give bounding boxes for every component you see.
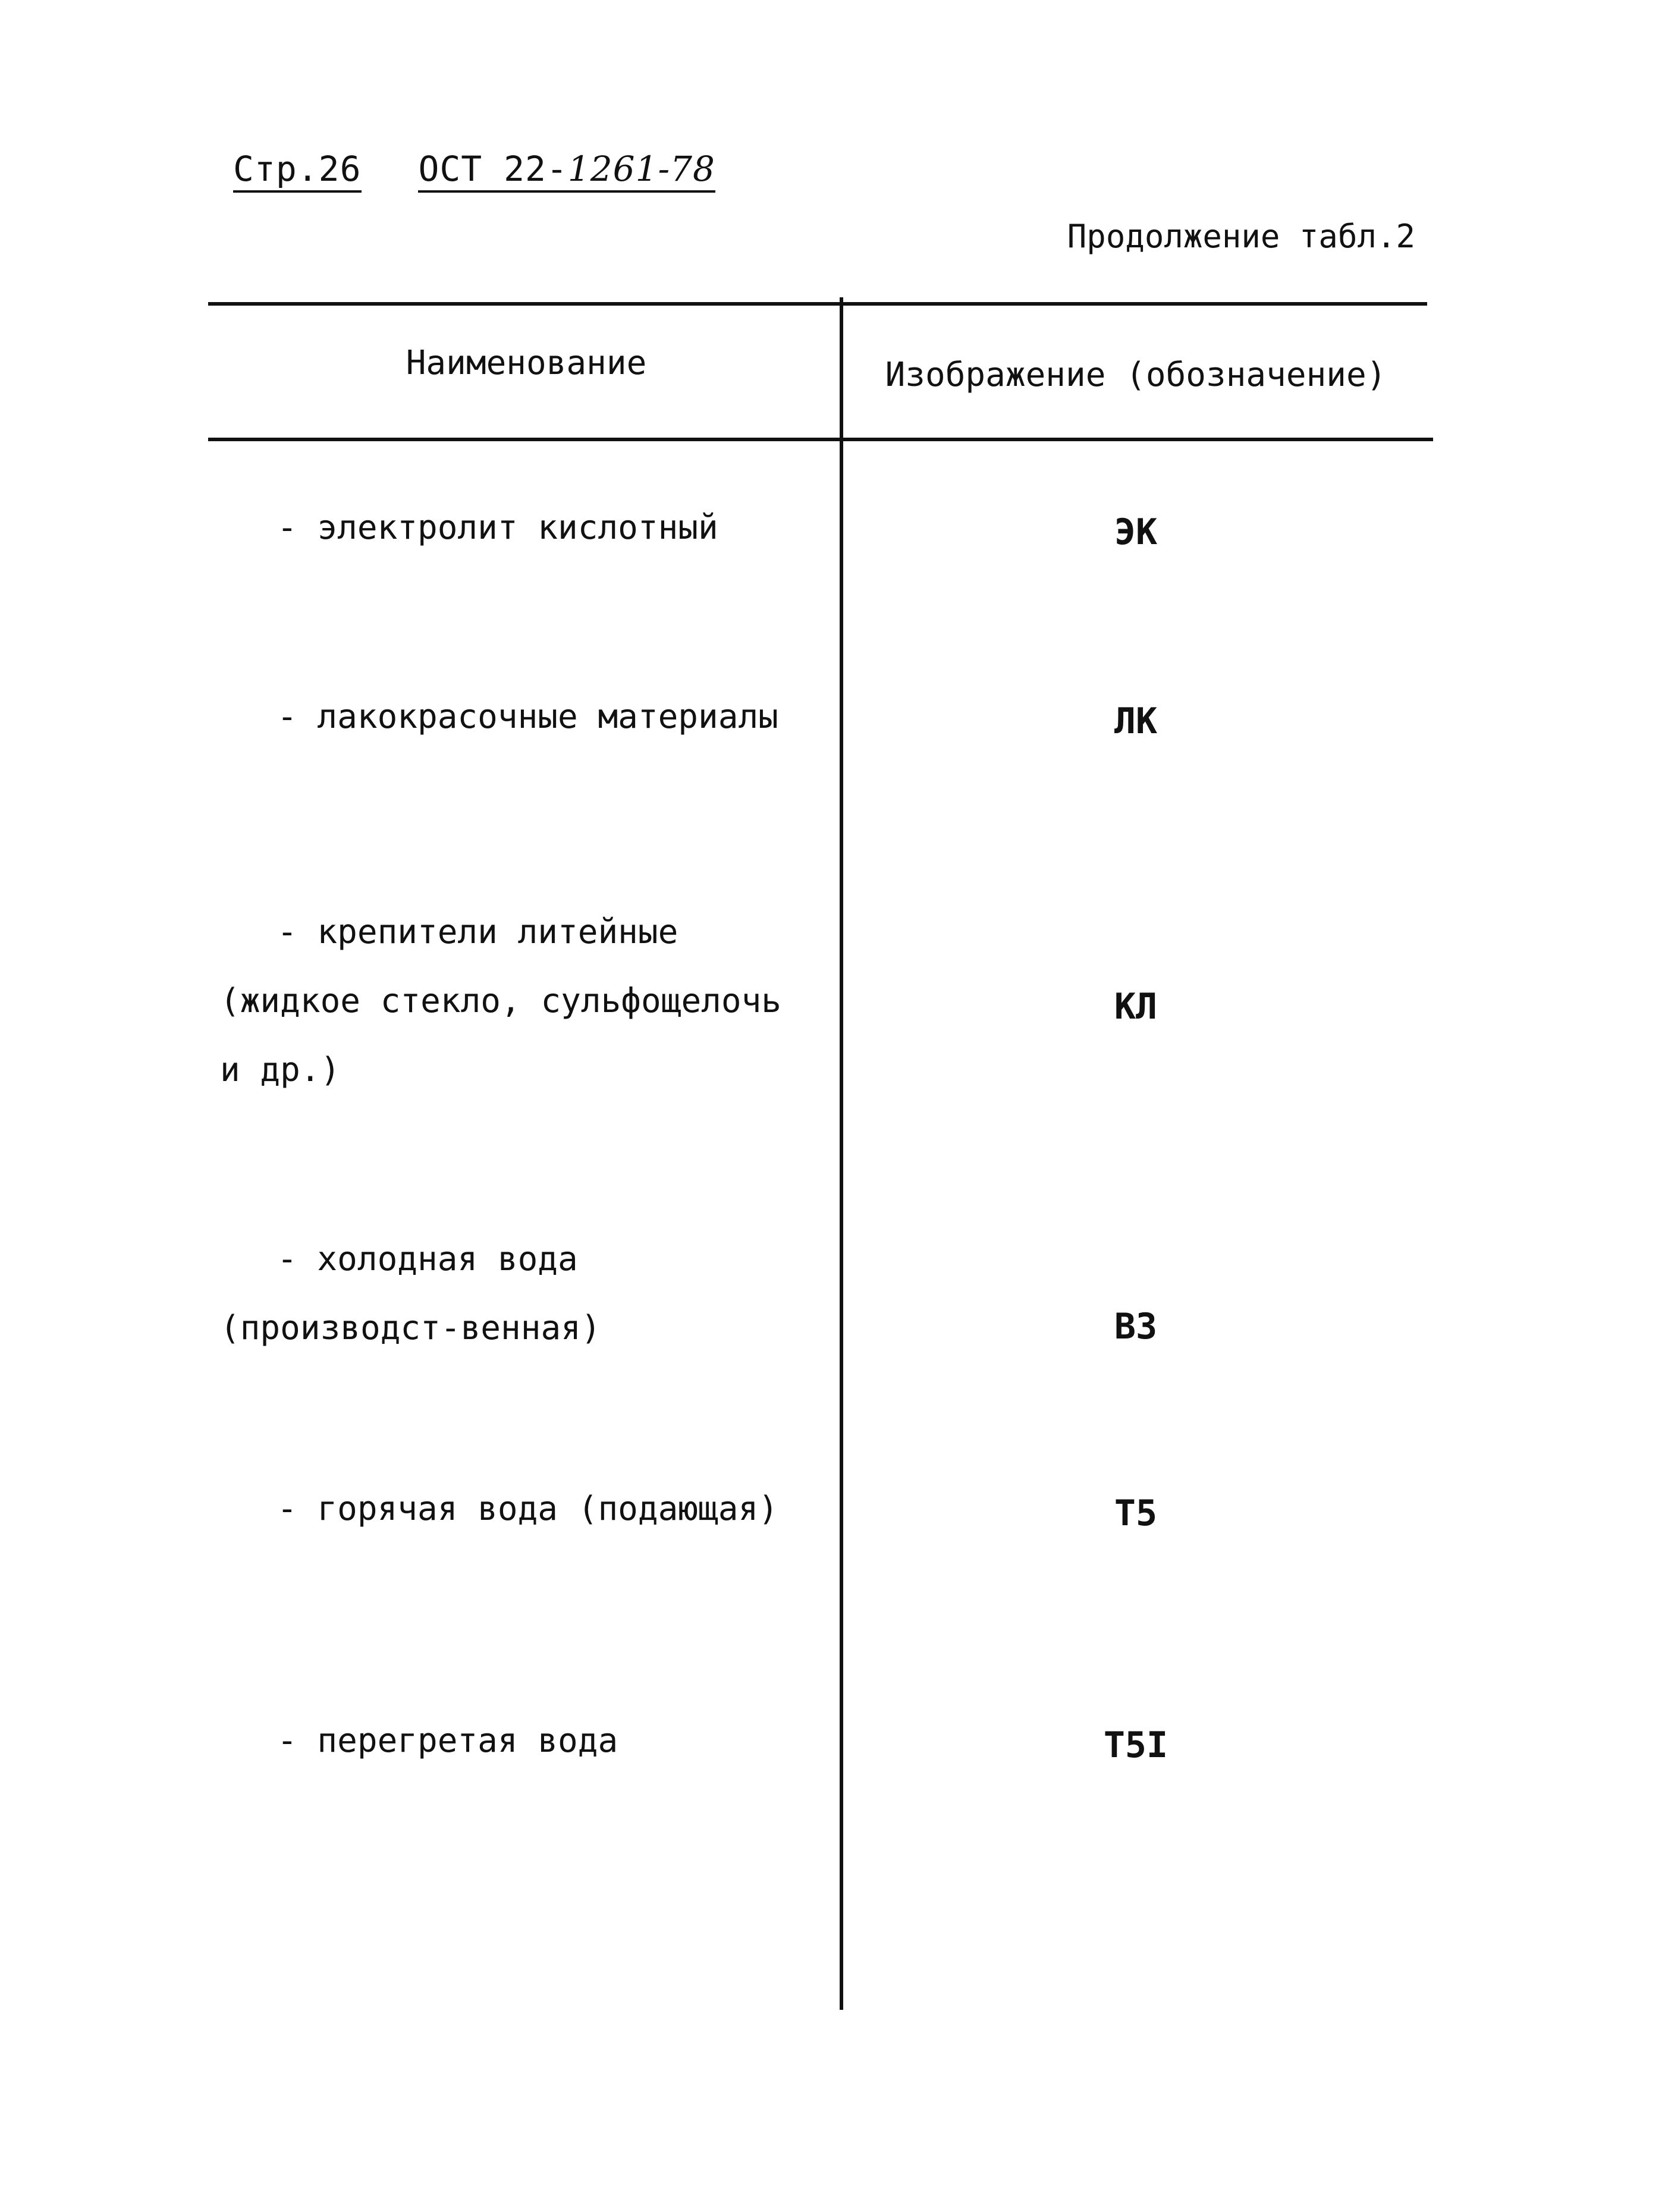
standard-prefix: ОСТ 22- [418, 149, 568, 189]
row-name-superheated-water: - перегретая вода [277, 1721, 618, 1760]
row-name-foundry-binders: - крепители литейные (жидкое стекло, сульфощелочь и др.) [220, 913, 802, 1089]
column-header-designation: Изображение (обозначение) [885, 356, 1387, 394]
table-column-divider [840, 297, 843, 2010]
row-code-paint-materials: ЛК [1114, 700, 1158, 742]
row-code-superheated-water: Т5I [1103, 1724, 1168, 1766]
row-code-electrolyte: ЭК [1114, 511, 1158, 553]
row-name-paint-materials: - лакокрасочные материалы [277, 697, 778, 736]
column-header-name: Наименование [406, 344, 647, 382]
row-code-hot-water: Т5 [1114, 1493, 1158, 1534]
standard-designation [418, 149, 715, 193]
row-code-foundry-binders: КЛ [1114, 986, 1158, 1028]
row-name-cold-water: - холодная вода (производст-венная) [220, 1240, 601, 1347]
table-header-rule [208, 438, 1433, 441]
row-name-electrolyte: - электролит кислотный [277, 508, 718, 547]
row-code-cold-water: В3 [1114, 1306, 1158, 1347]
page-header [233, 149, 715, 193]
table-top-rule [208, 302, 1427, 306]
page-number: Стр.26 [233, 149, 362, 193]
row-name-hot-water: - горячая вода (подающая) [277, 1490, 778, 1528]
standard-number: 1261-78 [567, 149, 715, 189]
table-continuation-label: Продолжение табл.2 [1067, 218, 1415, 255]
